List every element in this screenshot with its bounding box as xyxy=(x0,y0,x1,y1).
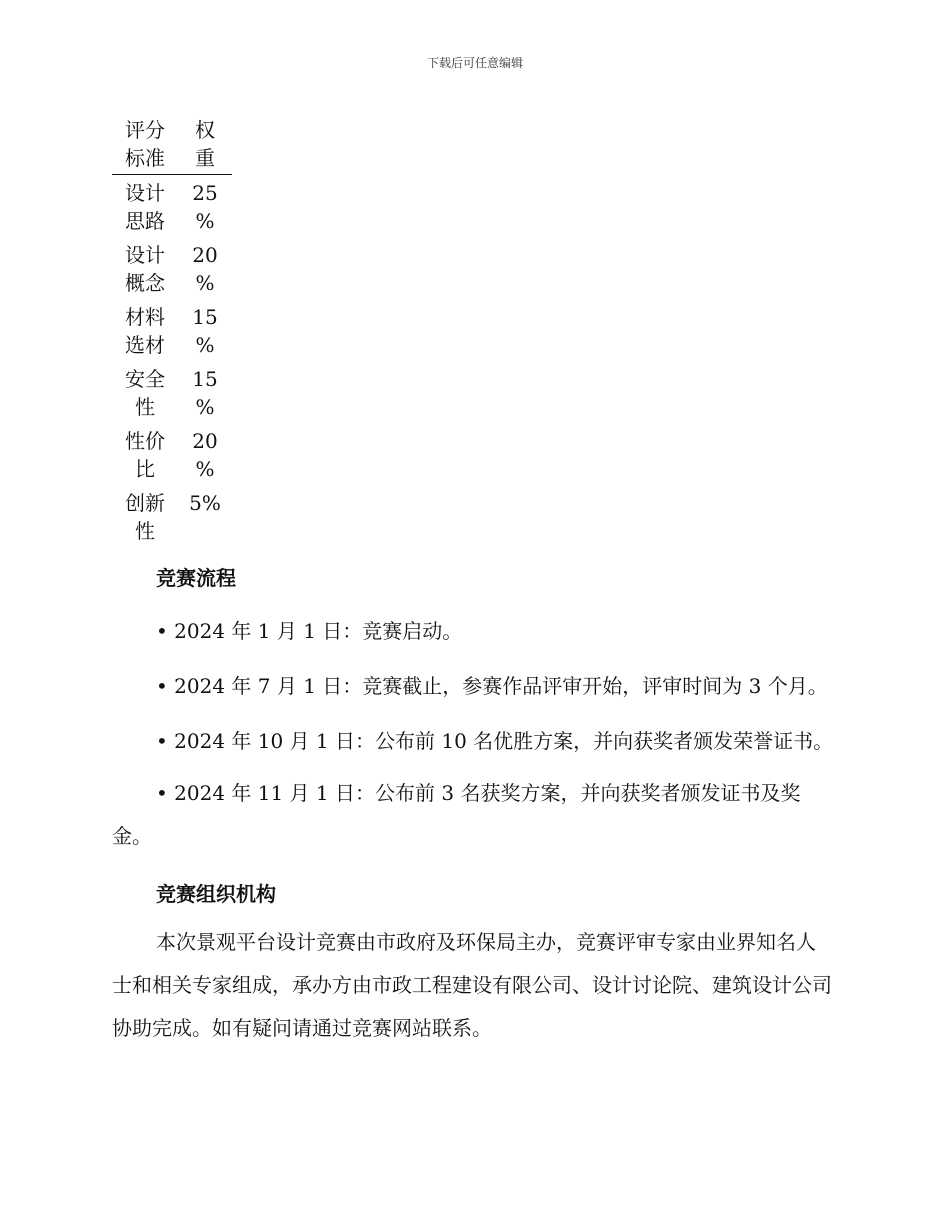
page-header: 下载后可任意编辑 xyxy=(426,56,523,70)
criterion-cell: 设计 概念 xyxy=(125,243,165,295)
process-item-2: • 2024 年 7 月 1 日：竞赛截止，参赛作品评审开始，评审时间为 3 个月。 xyxy=(156,674,828,698)
process-item-4: • 2024 年 11 月 1 日：公布前 3 名获奖方案，并向获奖者颁发证书及奖金。 xyxy=(112,781,801,848)
weight-cell: 15 % xyxy=(192,367,218,419)
criterion-cell: 性价 比 xyxy=(125,429,165,481)
header-criterion: 评分 标准 xyxy=(112,116,178,175)
criterion-cell: 创新 性 xyxy=(125,491,165,543)
organization-body: 本次景观平台设计竞赛由市政府及环保局主办，竞赛评审专家由业界知名人士和相关专家组成，承办方由市政工程建设有限公司、设计讨论院、建筑设计公司协助完成。如有疑问请通过竞赛网站联系。 xyxy=(112,930,832,1040)
table-row xyxy=(112,365,232,427)
header-weight: 权 重 xyxy=(178,116,232,175)
criterion-cell: 设计 思路 xyxy=(125,181,165,233)
table-header-row xyxy=(112,116,232,175)
weight-cell: 25 % xyxy=(192,181,218,233)
table-row xyxy=(112,303,232,365)
criterion-cell: 安全 性 xyxy=(125,367,165,419)
weight-cell: 20 % xyxy=(192,243,218,295)
table-row xyxy=(112,489,232,551)
table-row xyxy=(112,427,232,489)
organization-title: 竞赛组织机构 xyxy=(156,882,276,906)
process-item-3: • 2024 年 10 月 1 日：公布前 10 名优胜方案，并向获奖者颁发荣誉证书。 xyxy=(156,729,834,753)
weight-cell: 15 % xyxy=(192,305,218,357)
table-row xyxy=(112,241,232,303)
process-title: 竞赛流程 xyxy=(156,566,236,590)
table-row xyxy=(112,175,232,242)
criterion-cell: 材料 选材 xyxy=(125,305,165,357)
process-item-1: • 2024 年 1 月 1 日：竞赛启动。 xyxy=(156,619,463,643)
criteria-table xyxy=(112,116,232,551)
weight-cell: 20 % xyxy=(192,429,218,481)
weight-cell: 5% xyxy=(189,491,221,515)
